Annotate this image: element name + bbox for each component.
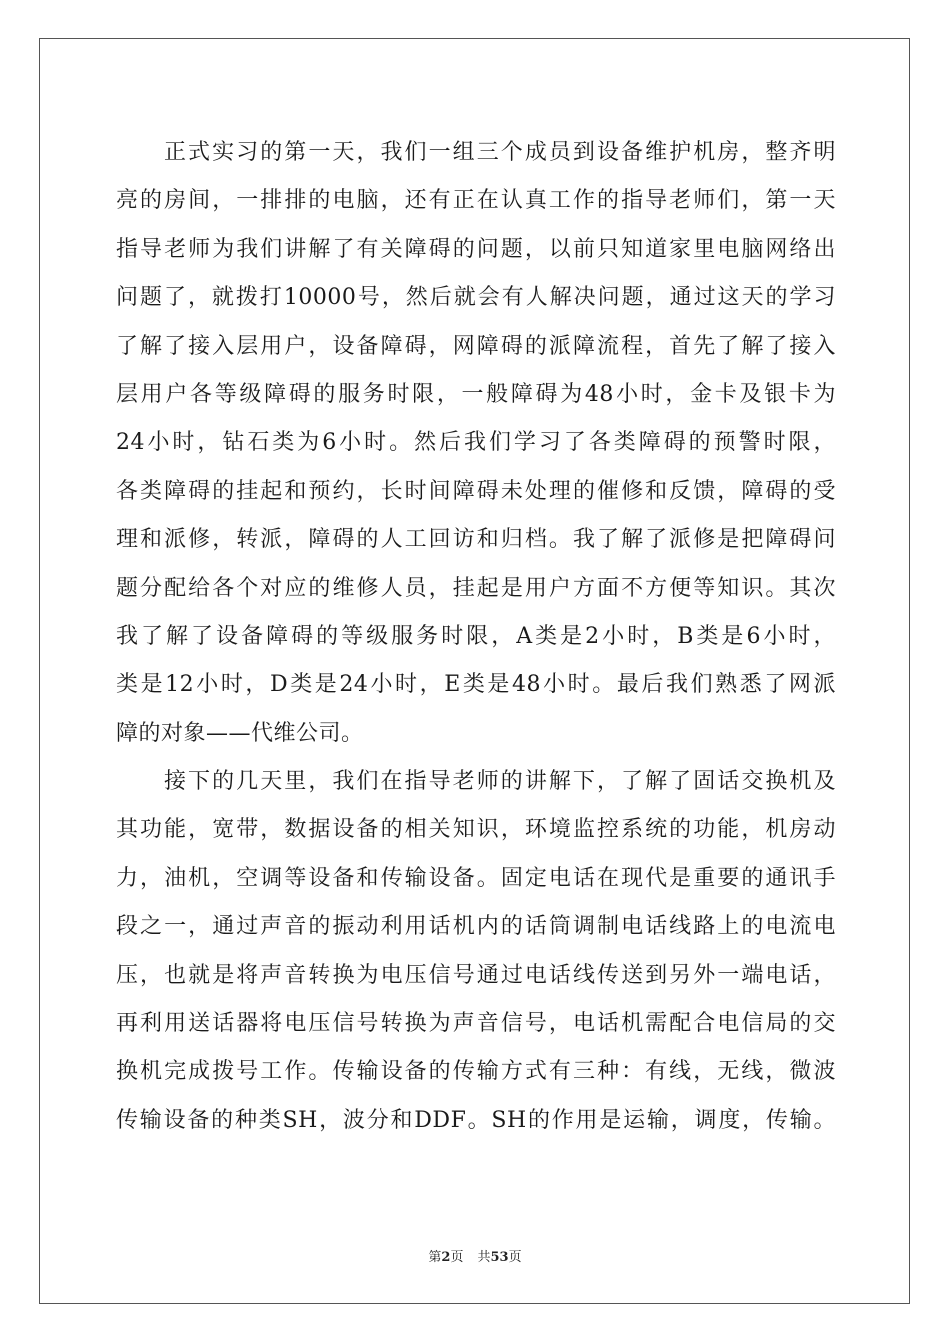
paragraph-1-line-6: 层用户各等级障碍的服务时限，一般障碍为48小时，金卡及银卡为 [116, 381, 836, 407]
page-footer [0, 1246, 950, 1265]
paragraph-2-line-8: 传输设备的种类SH，波分和DDF。SH的作用是运输，调度，传输。 [116, 1107, 836, 1133]
footer-page-number: 2 [441, 1250, 451, 1265]
document-body [116, 129, 836, 1145]
paragraph-1-line-7: 24小时，钻石类为6小时。然后我们学习了各类障碍的预警时限， [116, 430, 836, 456]
footer-total-suffix: 页 [508, 1250, 522, 1265]
footer-total-prefix: 共 [477, 1250, 491, 1265]
paragraph-1-line-11: 我了解了设备障碍的等级服务时限，A类是2小时，B类是6小时， [116, 623, 836, 649]
paragraph-1-line-9: 理和派修，转派，障碍的人工回访和归档。我了解了派修是把障碍问 [116, 527, 836, 553]
paragraph-2-line-3: 力，油机，空调等设备和传输设备。固定电话在现代是重要的通讯手 [116, 865, 836, 891]
paragraph-2-line-2: 其功能，宽带，数据设备的相关知识，环境监控系统的功能，机房动 [116, 817, 836, 843]
footer-page-prefix: 第 [428, 1250, 442, 1265]
paragraph-2-line-4: 段之一，通过声音的振动利用话机内的话筒调制电话线路上的电流电 [116, 914, 836, 940]
paragraph-1-line-8: 各类障碍的挂起和预约，长时间障碍未处理的催修和反馈，障碍的受 [116, 478, 836, 504]
paragraph-1-line-3: 指导老师为我们讲解了有关障碍的问题，以前只知道家里电脑网络出 [116, 236, 836, 262]
paragraph-2-line-6: 再利用送话器将电压信号转换为声音信号，电话机需配合电信局的交 [116, 1011, 836, 1037]
paragraph-2-line-5: 压，也就是将声音转换为电压信号通过电话线传送到另外一端电话， [116, 962, 836, 988]
paragraph-1-line-2: 亮的房间，一排排的电脑，还有正在认真工作的指导老师们，第一天 [116, 188, 836, 214]
paragraph-1-line-13: 障的对象——代维公司。 [116, 720, 364, 746]
paragraph-1-line-10: 题分配给各个对应的维修人员，挂起是用户方面不方便等知识。其次 [116, 575, 836, 601]
paragraph-2-line-1: 接下的几天里，我们在指导老师的讲解下，了解了固话交换机及 [164, 769, 836, 795]
paragraph-1-line-1: 正式实习的第一天，我们一组三个成员到设备维护机房，整齐明 [164, 140, 836, 165]
paragraph-1-line-5: 了解了接入层用户，设备障碍，网障碍的派障流程，首先了解了接入 [116, 333, 836, 359]
paragraph-1-line-12: 类是12小时，D类是24小时，E类是48小时。最后我们熟悉了网派 [116, 672, 836, 698]
paragraph-2-line-7: 换机完成拨号工作。传输设备的传输方式有三种：有线，无线，微波 [116, 1059, 836, 1085]
footer-total-pages: 53 [490, 1250, 509, 1265]
footer-page-suffix: 页 [450, 1250, 464, 1265]
paragraph-1-line-4: 问题了，就拨打10000号，然后就会有人解决问题，通过这天的学习 [116, 285, 836, 311]
